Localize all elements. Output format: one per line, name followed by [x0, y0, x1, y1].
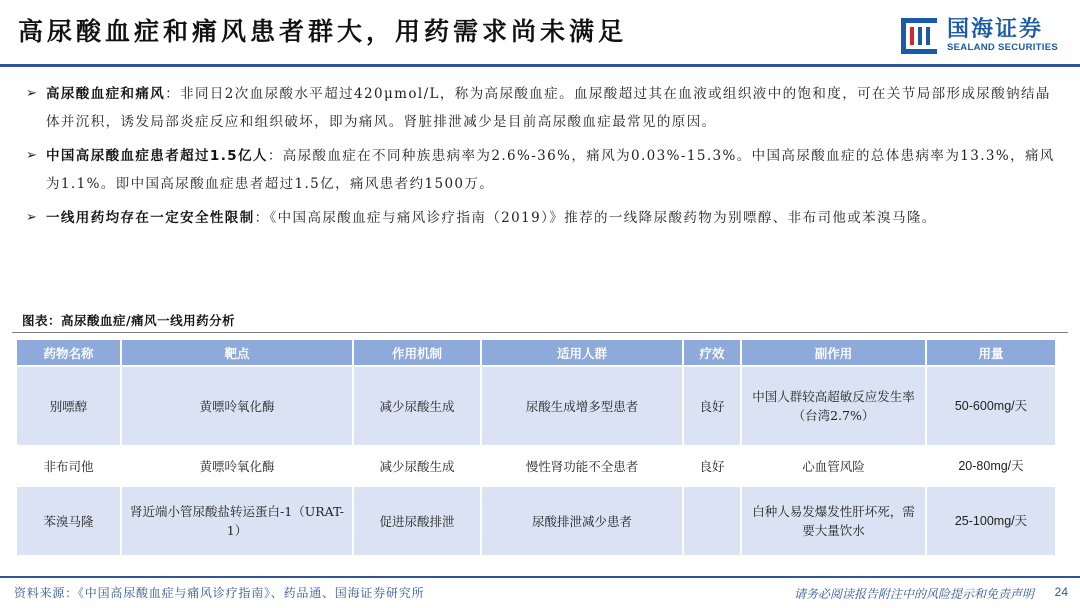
- column-header: 药物名称: [16, 339, 121, 366]
- disclaimer-text: 请务必阅读报告附注中的风险提示和免责声明: [793, 587, 1034, 601]
- table-cell: 50-600mg/天: [926, 366, 1056, 446]
- drug-analysis-table: [15, 338, 1057, 557]
- table-cell: 别嘌醇: [16, 366, 121, 446]
- bullet-item: [26, 80, 1056, 136]
- column-header: 用量: [926, 339, 1056, 366]
- column-header: 适用人群: [481, 339, 683, 366]
- column-header: 副作用: [741, 339, 926, 366]
- table-cell: 非布司他: [16, 446, 121, 486]
- footer-divider: [0, 576, 1080, 578]
- bullet-body: ：《中国高尿酸血症与痛风诊疗指南（2019）》推荐的一线降尿酸药物为别嘌醇、非布司他或苯溴马隆。: [254, 210, 937, 226]
- arrow-bullet-icon: ➢: [26, 86, 39, 101]
- brand-logo-block: [897, 14, 1058, 58]
- table-cell: 慢性肾功能不全患者: [481, 446, 683, 486]
- bullet-heading: 一线用药均存在一定安全性限制: [46, 210, 255, 226]
- table-cell: 尿酸排泄减少患者: [481, 486, 683, 556]
- column-header: 作用机制: [353, 339, 481, 366]
- table-cell: 促进尿酸排泄: [353, 486, 481, 556]
- header-divider: [0, 64, 1080, 67]
- bullet-body: ：高尿酸血症在不同种族患病率为2.6%-36%，痛风为0.03%-15.3%。中国高尿酸血症的总体患病率为13.3%，痛风为1.1%。即中国高尿酸血症患者超过1.5亿，痛风患者约1500万。: [46, 148, 1055, 192]
- table-cell: 黄嘌呤氧化酶: [121, 446, 353, 486]
- table-cell: 尿酸生成增多型患者: [481, 366, 683, 446]
- table-cell: 减少尿酸生成: [353, 366, 481, 446]
- table-cell: [683, 486, 741, 556]
- bullet-heading: 高尿酸血症和痛风: [46, 86, 166, 102]
- table-cell: 黄嘌呤氧化酶: [121, 366, 353, 446]
- table-cell: 肾近端小管尿酸盐转运蛋白-1（URAT-1）: [121, 486, 353, 556]
- bullet-list: [26, 80, 1056, 238]
- page-title: 高尿酸血症和痛风患者群大，用药需求尚未满足: [18, 17, 628, 46]
- table-cell: 白种人易发爆发性肝坏死，需要大量饮水: [741, 486, 926, 556]
- brand-name-en: SEALAND SECURITIES: [947, 42, 1058, 53]
- table-header-row: [16, 339, 1056, 366]
- bullet-body: ：非同日2次血尿酸水平超过420μmol/L，称为高尿酸血症。血尿酸超过其在血液或组织液中的饱和度，可在关节局部形成尿酸钠结晶体并沉积，诱发局部炎症反应和组织破坏，即为痛风。肾脏排泄减少是目前高尿酸血症最常见的原因。: [46, 86, 1051, 130]
- table-cell: 减少尿酸生成: [353, 446, 481, 486]
- column-header: 疗效: [683, 339, 741, 366]
- arrow-bullet-icon: ➢: [26, 148, 39, 163]
- bullet-item: [26, 204, 1056, 232]
- table-cell: 苯溴马隆: [16, 486, 121, 556]
- table-row: [16, 366, 1056, 446]
- table-cell: 25-100mg/天: [926, 486, 1056, 556]
- column-header: 靶点: [121, 339, 353, 366]
- table-row: [16, 486, 1056, 556]
- table-cell: 良好: [683, 366, 741, 446]
- table-caption: 图表：高尿酸血症/痛风一线用药分析: [22, 313, 236, 328]
- bullet-heading: 中国高尿酸血症患者超过1.5亿人: [46, 148, 268, 164]
- source-note: 资料来源：《中国高尿酸血症与痛风诊疗指南》、药品通、国海证券研究所: [14, 586, 425, 600]
- table-cell: 20-80mg/天: [926, 446, 1056, 486]
- page-number: 24: [1054, 585, 1068, 599]
- table-cell: 心血管风险: [741, 446, 926, 486]
- sealand-logo-icon: [897, 14, 941, 58]
- table-cell: 良好: [683, 446, 741, 486]
- brand-name-cn: 国海证券: [947, 17, 1044, 42]
- table-row: [16, 446, 1056, 486]
- slide-header: [0, 0, 1080, 66]
- caption-divider: [12, 332, 1068, 333]
- arrow-bullet-icon: ➢: [26, 210, 39, 225]
- table-cell: 中国人群较高超敏反应发生率（台湾2.7%）: [741, 366, 926, 446]
- bullet-item: [26, 142, 1056, 198]
